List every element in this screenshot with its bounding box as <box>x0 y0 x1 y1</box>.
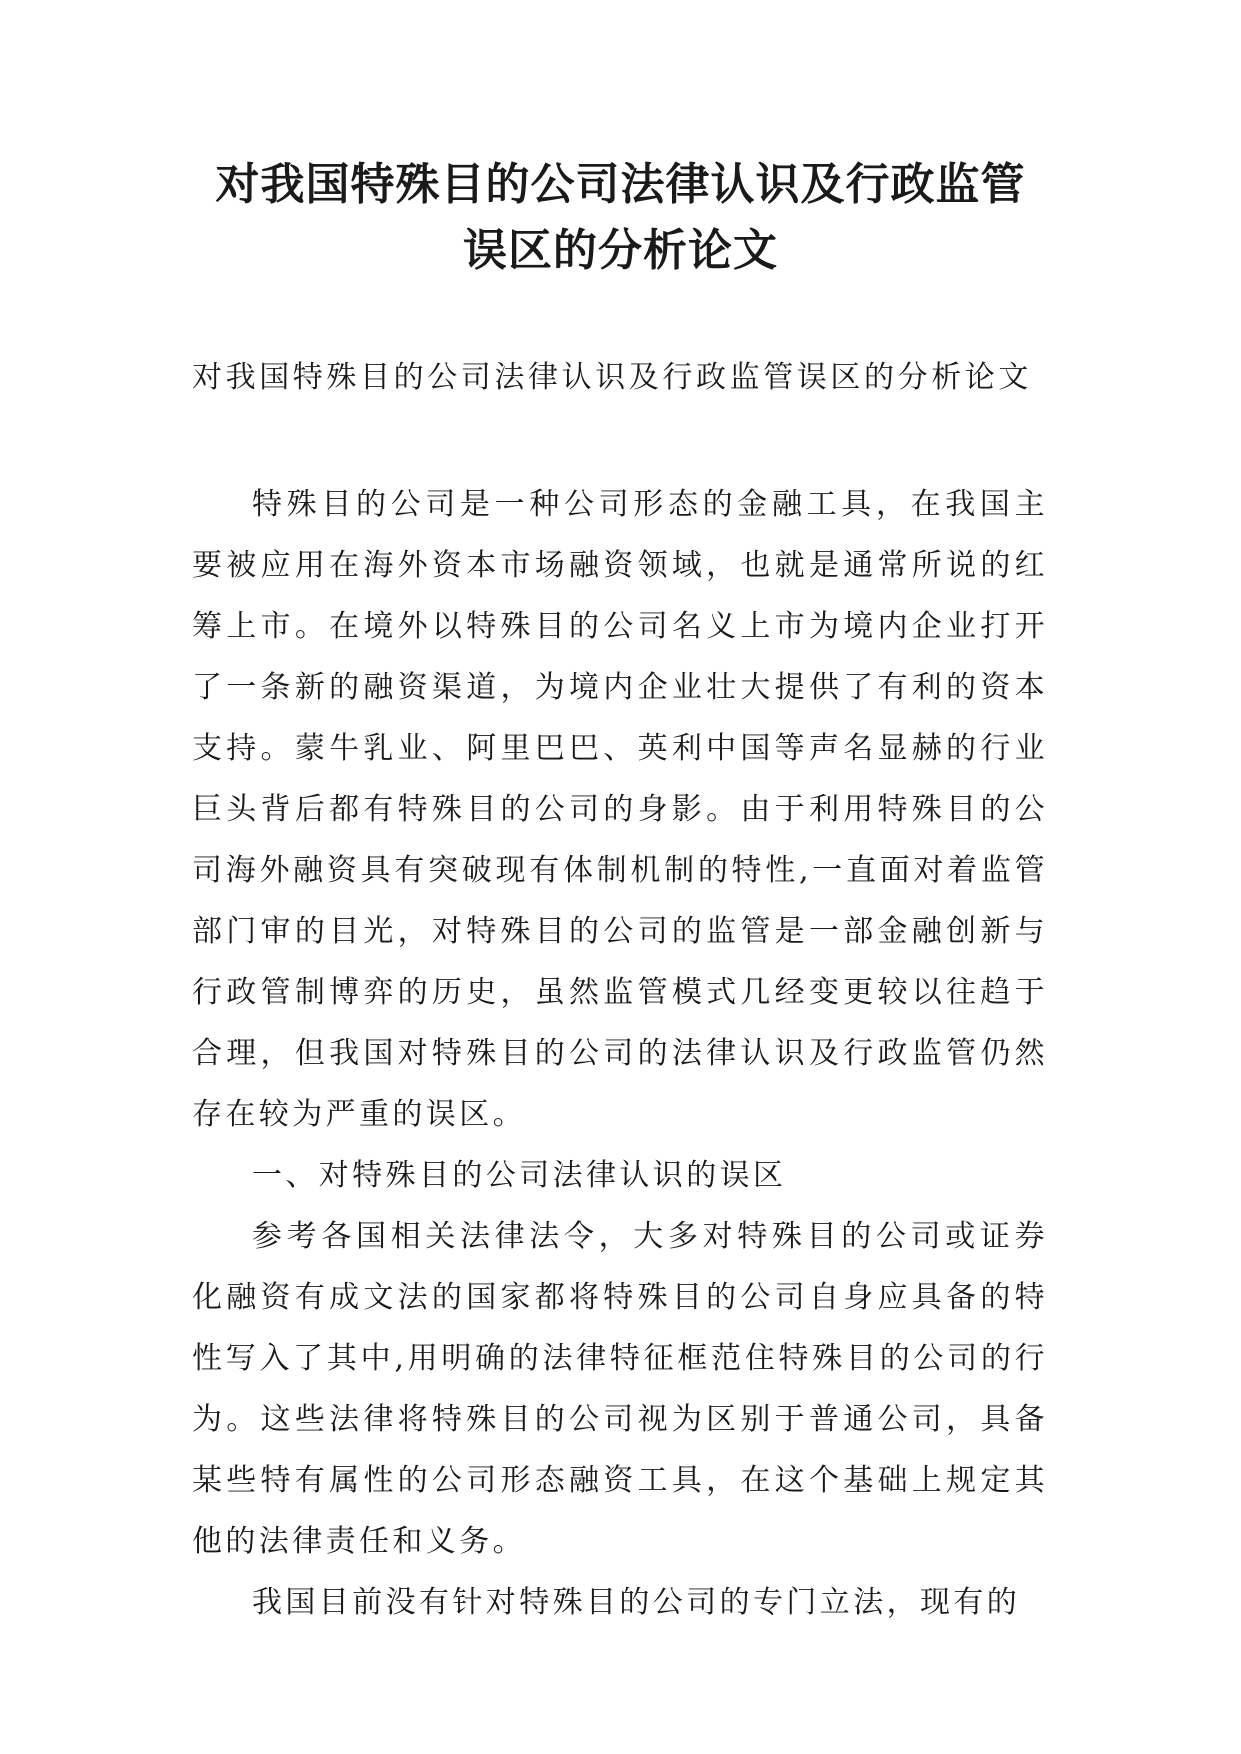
paragraph-2: 参考各国相关法律法令，大多对特殊目的公司或证券化融资有成文法的国家都将特殊目的公司自身应具备的特性写入了其中,用明确的法律特征框范住特殊目的公司的行为。这些法律将特殊目的公司视为区别于普通公司，具备某些特有属性的公司形态融资工具，在这个基础上规定其他的法律责任和义务。 <box>192 1219 1048 1559</box>
document-body <box>192 474 1048 1633</box>
document-title <box>150 152 1091 284</box>
title-line-1: 对我国特殊目的公司法律认识及行政监管 <box>215 159 1026 210</box>
paragraph-intro: 特殊目的公司是一种公司形态的金融工具，在我国主要被应用在海外资本市场融资领域，也就是通常所说的红筹上市。在境外以特殊目的公司名义上市为境内企业打开了一条新的融资渠道，为境内企业壮大提供了有利的资本支持。蒙牛乳业、阿里巴巴、英利中国等声名显赫的行业巨头背后都有特殊目的公司的身影。由于利用特殊目的公司海外融资具有突破现有体制机制的特性,一直面对着监管部门审的目光，对特殊目的公司的监管是一部金融创新与行政管制博弈的历史，虽然监管模式几经变更较以往趋于合理，但我国对特殊目的公司的法律认识及行政监管仍然存在较为严重的误区。 <box>192 487 1048 1132</box>
paragraph-3: 我国目前没有针对特殊目的公司的专门立法，现有的 <box>252 1585 1021 1620</box>
document-subtitle: 对我国特殊目的公司法律认识及行政监管误区的分析论文 <box>192 360 1032 395</box>
section-heading-1: 一、对特殊目的公司法律认识的误区 <box>252 1158 787 1193</box>
title-line-2: 误区的分析论文 <box>463 225 778 276</box>
